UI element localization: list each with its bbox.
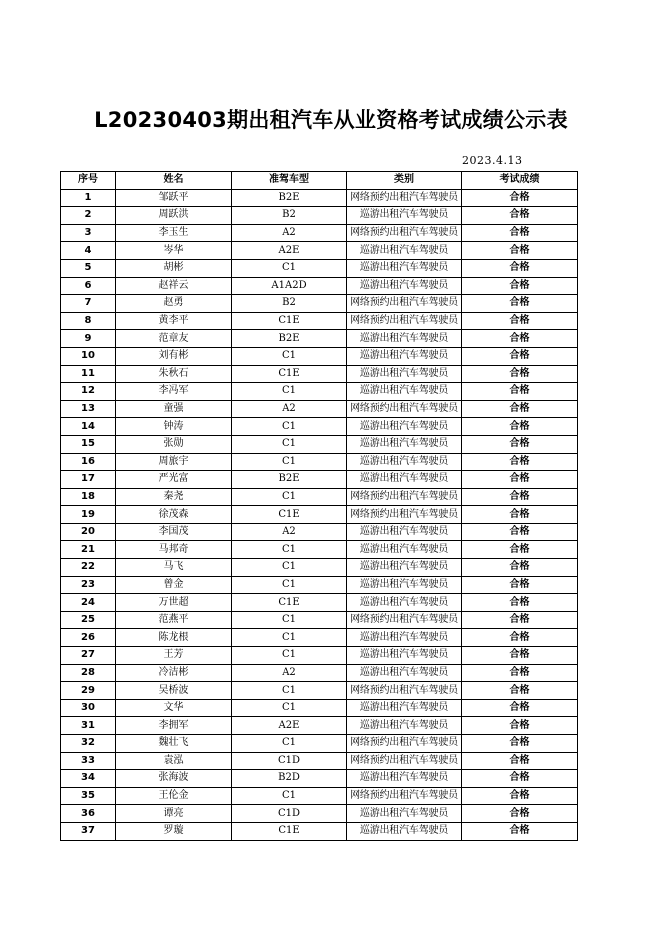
cell-license-type: C1 xyxy=(232,347,347,365)
cell-seq: 27 xyxy=(61,647,116,665)
cell-category: 网络预约出租汽车驾驶员 xyxy=(347,787,462,805)
cell-category: 巡游出租汽车驾驶员 xyxy=(347,330,462,348)
cell-result: 合格 xyxy=(462,207,578,225)
cell-seq: 11 xyxy=(61,365,116,383)
cell-category: 巡游出租汽车驾驶员 xyxy=(347,418,462,436)
cell-name: 王伦金 xyxy=(116,787,232,805)
cell-seq: 28 xyxy=(61,664,116,682)
cell-license-type: C1 xyxy=(232,735,347,753)
cell-seq: 35 xyxy=(61,787,116,805)
table-row xyxy=(61,488,578,506)
cell-category: 网络预约出租汽车驾驶员 xyxy=(347,488,462,506)
header-license-type: 准驾车型 xyxy=(232,172,347,190)
cell-category: 巡游出租汽车驾驶员 xyxy=(347,242,462,260)
table-row xyxy=(61,506,578,524)
cell-license-type: A2 xyxy=(232,224,347,242)
cell-name: 徐茂森 xyxy=(116,506,232,524)
cell-seq: 9 xyxy=(61,330,116,348)
cell-license-type: A1A2D xyxy=(232,277,347,295)
cell-license-type: C1 xyxy=(232,418,347,436)
cell-category: 网络预约出租汽车驾驶员 xyxy=(347,506,462,524)
cell-category: 巡游出租汽车驾驶员 xyxy=(347,629,462,647)
cell-name: 周旅宇 xyxy=(116,453,232,471)
table-row xyxy=(61,471,578,489)
cell-category: 巡游出租汽车驾驶员 xyxy=(347,647,462,665)
cell-seq: 8 xyxy=(61,312,116,330)
cell-category: 巡游出租汽车驾驶员 xyxy=(347,805,462,823)
table-row xyxy=(61,523,578,541)
cell-name: 袁泓 xyxy=(116,752,232,770)
table-row xyxy=(61,576,578,594)
cell-result: 合格 xyxy=(462,400,578,418)
cell-seq: 3 xyxy=(61,224,116,242)
cell-category: 巡游出租汽车驾驶员 xyxy=(347,699,462,717)
table-header-row xyxy=(61,172,578,190)
cell-name: 胡彬 xyxy=(116,259,232,277)
cell-license-type: C1E xyxy=(232,312,347,330)
cell-seq: 16 xyxy=(61,453,116,471)
cell-result: 合格 xyxy=(462,541,578,559)
cell-result: 合格 xyxy=(462,699,578,717)
cell-result: 合格 xyxy=(462,664,578,682)
cell-result: 合格 xyxy=(462,594,578,612)
cell-license-type: A2 xyxy=(232,523,347,541)
cell-license-type: B2E xyxy=(232,330,347,348)
table-row xyxy=(61,735,578,753)
cell-seq: 4 xyxy=(61,242,116,260)
cell-license-type: A2 xyxy=(232,400,347,418)
cell-result: 合格 xyxy=(462,717,578,735)
cell-name: 范燕平 xyxy=(116,611,232,629)
cell-name: 万世超 xyxy=(116,594,232,612)
table-row xyxy=(61,752,578,770)
table-row xyxy=(61,277,578,295)
cell-category: 巡游出租汽车驾驶员 xyxy=(347,576,462,594)
header-result: 考试成绩 xyxy=(462,172,578,190)
cell-license-type: C1 xyxy=(232,682,347,700)
page-title: L20230403期出租汽车从业资格考试成绩公示表 xyxy=(94,108,568,132)
cell-result: 合格 xyxy=(462,787,578,805)
cell-result: 合格 xyxy=(462,277,578,295)
cell-result: 合格 xyxy=(462,312,578,330)
cell-category: 巡游出租汽车驾驶员 xyxy=(347,259,462,277)
table-row xyxy=(61,224,578,242)
cell-seq: 29 xyxy=(61,682,116,700)
table-row xyxy=(61,541,578,559)
cell-name: 范章友 xyxy=(116,330,232,348)
cell-category: 巡游出租汽车驾驶员 xyxy=(347,453,462,471)
cell-category: 巡游出租汽车驾驶员 xyxy=(347,471,462,489)
cell-result: 合格 xyxy=(462,365,578,383)
cell-category: 网络预约出租汽车驾驶员 xyxy=(347,224,462,242)
cell-name: 黄李平 xyxy=(116,312,232,330)
cell-seq: 25 xyxy=(61,611,116,629)
table-row xyxy=(61,611,578,629)
cell-seq: 18 xyxy=(61,488,116,506)
cell-license-type: C1 xyxy=(232,699,347,717)
table-row xyxy=(61,242,578,260)
cell-result: 合格 xyxy=(462,453,578,471)
cell-name: 刘有彬 xyxy=(116,347,232,365)
cell-license-type: C1 xyxy=(232,435,347,453)
table-row xyxy=(61,822,578,840)
cell-category: 巡游出租汽车驾驶员 xyxy=(347,207,462,225)
cell-result: 合格 xyxy=(462,295,578,313)
cell-category: 巡游出租汽车驾驶员 xyxy=(347,717,462,735)
table-row xyxy=(61,805,578,823)
cell-name: 钟涛 xyxy=(116,418,232,436)
cell-license-type: A2E xyxy=(232,242,347,260)
cell-name: 李玉生 xyxy=(116,224,232,242)
cell-license-type: C1 xyxy=(232,488,347,506)
cell-name: 张海波 xyxy=(116,770,232,788)
cell-seq: 23 xyxy=(61,576,116,594)
cell-category: 网络预约出租汽车驾驶员 xyxy=(347,752,462,770)
cell-license-type: B2D xyxy=(232,770,347,788)
cell-result: 合格 xyxy=(462,523,578,541)
cell-category: 网络预约出租汽车驾驶员 xyxy=(347,189,462,207)
cell-result: 合格 xyxy=(462,682,578,700)
cell-name: 张勋 xyxy=(116,435,232,453)
table-row xyxy=(61,453,578,471)
cell-seq: 26 xyxy=(61,629,116,647)
cell-result: 合格 xyxy=(462,330,578,348)
cell-result: 合格 xyxy=(462,559,578,577)
table-row xyxy=(61,259,578,277)
table-row xyxy=(61,629,578,647)
table-row xyxy=(61,330,578,348)
table-row xyxy=(61,770,578,788)
cell-result: 合格 xyxy=(462,488,578,506)
table-row xyxy=(61,682,578,700)
cell-category: 巡游出租汽车驾驶员 xyxy=(347,365,462,383)
cell-seq: 6 xyxy=(61,277,116,295)
cell-name: 李拥军 xyxy=(116,717,232,735)
table-row xyxy=(61,418,578,436)
cell-seq: 21 xyxy=(61,541,116,559)
table-row xyxy=(61,400,578,418)
cell-seq: 7 xyxy=(61,295,116,313)
cell-category: 网络预约出租汽车驾驶员 xyxy=(347,295,462,313)
cell-seq: 15 xyxy=(61,435,116,453)
cell-license-type: C1 xyxy=(232,787,347,805)
cell-license-type: C1 xyxy=(232,259,347,277)
cell-license-type: A2 xyxy=(232,664,347,682)
cell-name: 吴桥波 xyxy=(116,682,232,700)
cell-license-type: B2E xyxy=(232,471,347,489)
cell-category: 巡游出租汽车驾驶员 xyxy=(347,541,462,559)
cell-seq: 30 xyxy=(61,699,116,717)
table-row xyxy=(61,189,578,207)
cell-license-type: C1E xyxy=(232,365,347,383)
cell-name: 马飞 xyxy=(116,559,232,577)
cell-name: 马邦奇 xyxy=(116,541,232,559)
cell-license-type: C1D xyxy=(232,752,347,770)
cell-license-type: C1 xyxy=(232,611,347,629)
cell-category: 巡游出租汽车驾驶员 xyxy=(347,435,462,453)
cell-seq: 34 xyxy=(61,770,116,788)
cell-license-type: C1 xyxy=(232,559,347,577)
cell-license-type: C1 xyxy=(232,576,347,594)
table-row xyxy=(61,312,578,330)
cell-name: 文华 xyxy=(116,699,232,717)
cell-name: 王芳 xyxy=(116,647,232,665)
publish-date: 2023.4.13 xyxy=(462,154,523,167)
cell-name: 童强 xyxy=(116,400,232,418)
table-row xyxy=(61,647,578,665)
cell-result: 合格 xyxy=(462,383,578,401)
table-row xyxy=(61,347,578,365)
cell-name: 魏壮飞 xyxy=(116,735,232,753)
cell-category: 巡游出租汽车驾驶员 xyxy=(347,523,462,541)
cell-seq: 13 xyxy=(61,400,116,418)
table-row xyxy=(61,435,578,453)
cell-license-type: C1E xyxy=(232,822,347,840)
cell-license-type: C1 xyxy=(232,453,347,471)
cell-result: 合格 xyxy=(462,347,578,365)
cell-license-type: C1 xyxy=(232,383,347,401)
cell-category: 网络预约出租汽车驾驶员 xyxy=(347,735,462,753)
table-row xyxy=(61,787,578,805)
cell-result: 合格 xyxy=(462,259,578,277)
cell-result: 合格 xyxy=(462,805,578,823)
cell-license-type: B2 xyxy=(232,207,347,225)
cell-category: 巡游出租汽车驾驶员 xyxy=(347,383,462,401)
cell-seq: 32 xyxy=(61,735,116,753)
cell-name: 岑华 xyxy=(116,242,232,260)
cell-category: 网络预约出租汽车驾驶员 xyxy=(347,400,462,418)
cell-category: 网络预约出租汽车驾驶员 xyxy=(347,312,462,330)
table-row xyxy=(61,295,578,313)
cell-category: 巡游出租汽车驾驶员 xyxy=(347,664,462,682)
cell-result: 合格 xyxy=(462,629,578,647)
cell-license-type: A2E xyxy=(232,717,347,735)
cell-result: 合格 xyxy=(462,822,578,840)
cell-seq: 33 xyxy=(61,752,116,770)
cell-name: 李国茂 xyxy=(116,523,232,541)
cell-name: 秦尧 xyxy=(116,488,232,506)
header-name: 姓名 xyxy=(116,172,232,190)
cell-result: 合格 xyxy=(462,647,578,665)
cell-result: 合格 xyxy=(462,435,578,453)
cell-category: 网络预约出租汽车驾驶员 xyxy=(347,682,462,700)
cell-category: 巡游出租汽车驾驶员 xyxy=(347,594,462,612)
cell-result: 合格 xyxy=(462,735,578,753)
cell-license-type: C1E xyxy=(232,594,347,612)
cell-name: 严光富 xyxy=(116,471,232,489)
cell-category: 巡游出租汽车驾驶员 xyxy=(347,822,462,840)
table-row xyxy=(61,717,578,735)
header-category: 类别 xyxy=(347,172,462,190)
table-row xyxy=(61,594,578,612)
cell-name: 谭亮 xyxy=(116,805,232,823)
cell-name: 赵勇 xyxy=(116,295,232,313)
cell-result: 合格 xyxy=(462,770,578,788)
cell-result: 合格 xyxy=(462,418,578,436)
cell-category: 巡游出租汽车驾驶员 xyxy=(347,559,462,577)
table-row xyxy=(61,207,578,225)
cell-category: 巡游出租汽车驾驶员 xyxy=(347,347,462,365)
cell-name: 冷洁彬 xyxy=(116,664,232,682)
cell-name: 曾金 xyxy=(116,576,232,594)
results-table xyxy=(60,171,578,841)
cell-license-type: C1 xyxy=(232,647,347,665)
cell-license-type: C1E xyxy=(232,506,347,524)
cell-result: 合格 xyxy=(462,576,578,594)
table-row xyxy=(61,699,578,717)
cell-license-type: C1 xyxy=(232,629,347,647)
cell-license-type: C1 xyxy=(232,541,347,559)
cell-seq: 31 xyxy=(61,717,116,735)
cell-name: 陈龙根 xyxy=(116,629,232,647)
cell-seq: 1 xyxy=(61,189,116,207)
cell-result: 合格 xyxy=(462,752,578,770)
cell-name: 邹跃平 xyxy=(116,189,232,207)
cell-category: 巡游出租汽车驾驶员 xyxy=(347,770,462,788)
cell-license-type: B2E xyxy=(232,189,347,207)
cell-name: 朱秋石 xyxy=(116,365,232,383)
table-row xyxy=(61,664,578,682)
cell-result: 合格 xyxy=(462,224,578,242)
cell-seq: 17 xyxy=(61,471,116,489)
cell-seq: 22 xyxy=(61,559,116,577)
table-row xyxy=(61,559,578,577)
table-body xyxy=(61,189,578,840)
cell-license-type: B2 xyxy=(232,295,347,313)
cell-seq: 24 xyxy=(61,594,116,612)
cell-seq: 36 xyxy=(61,805,116,823)
cell-seq: 2 xyxy=(61,207,116,225)
cell-result: 合格 xyxy=(462,242,578,260)
cell-seq: 10 xyxy=(61,347,116,365)
table-row xyxy=(61,365,578,383)
cell-license-type: C1D xyxy=(232,805,347,823)
cell-seq: 5 xyxy=(61,259,116,277)
cell-name: 罗璇 xyxy=(116,822,232,840)
cell-category: 网络预约出租汽车驾驶员 xyxy=(347,611,462,629)
cell-seq: 20 xyxy=(61,523,116,541)
cell-seq: 14 xyxy=(61,418,116,436)
header-seq: 序号 xyxy=(61,172,116,190)
cell-category: 巡游出租汽车驾驶员 xyxy=(347,277,462,295)
cell-seq: 19 xyxy=(61,506,116,524)
cell-result: 合格 xyxy=(462,471,578,489)
cell-result: 合格 xyxy=(462,506,578,524)
cell-result: 合格 xyxy=(462,611,578,629)
cell-result: 合格 xyxy=(462,189,578,207)
cell-name: 李冯军 xyxy=(116,383,232,401)
table-row xyxy=(61,383,578,401)
cell-name: 周跃洪 xyxy=(116,207,232,225)
cell-name: 赵祥云 xyxy=(116,277,232,295)
cell-seq: 37 xyxy=(61,822,116,840)
cell-seq: 12 xyxy=(61,383,116,401)
